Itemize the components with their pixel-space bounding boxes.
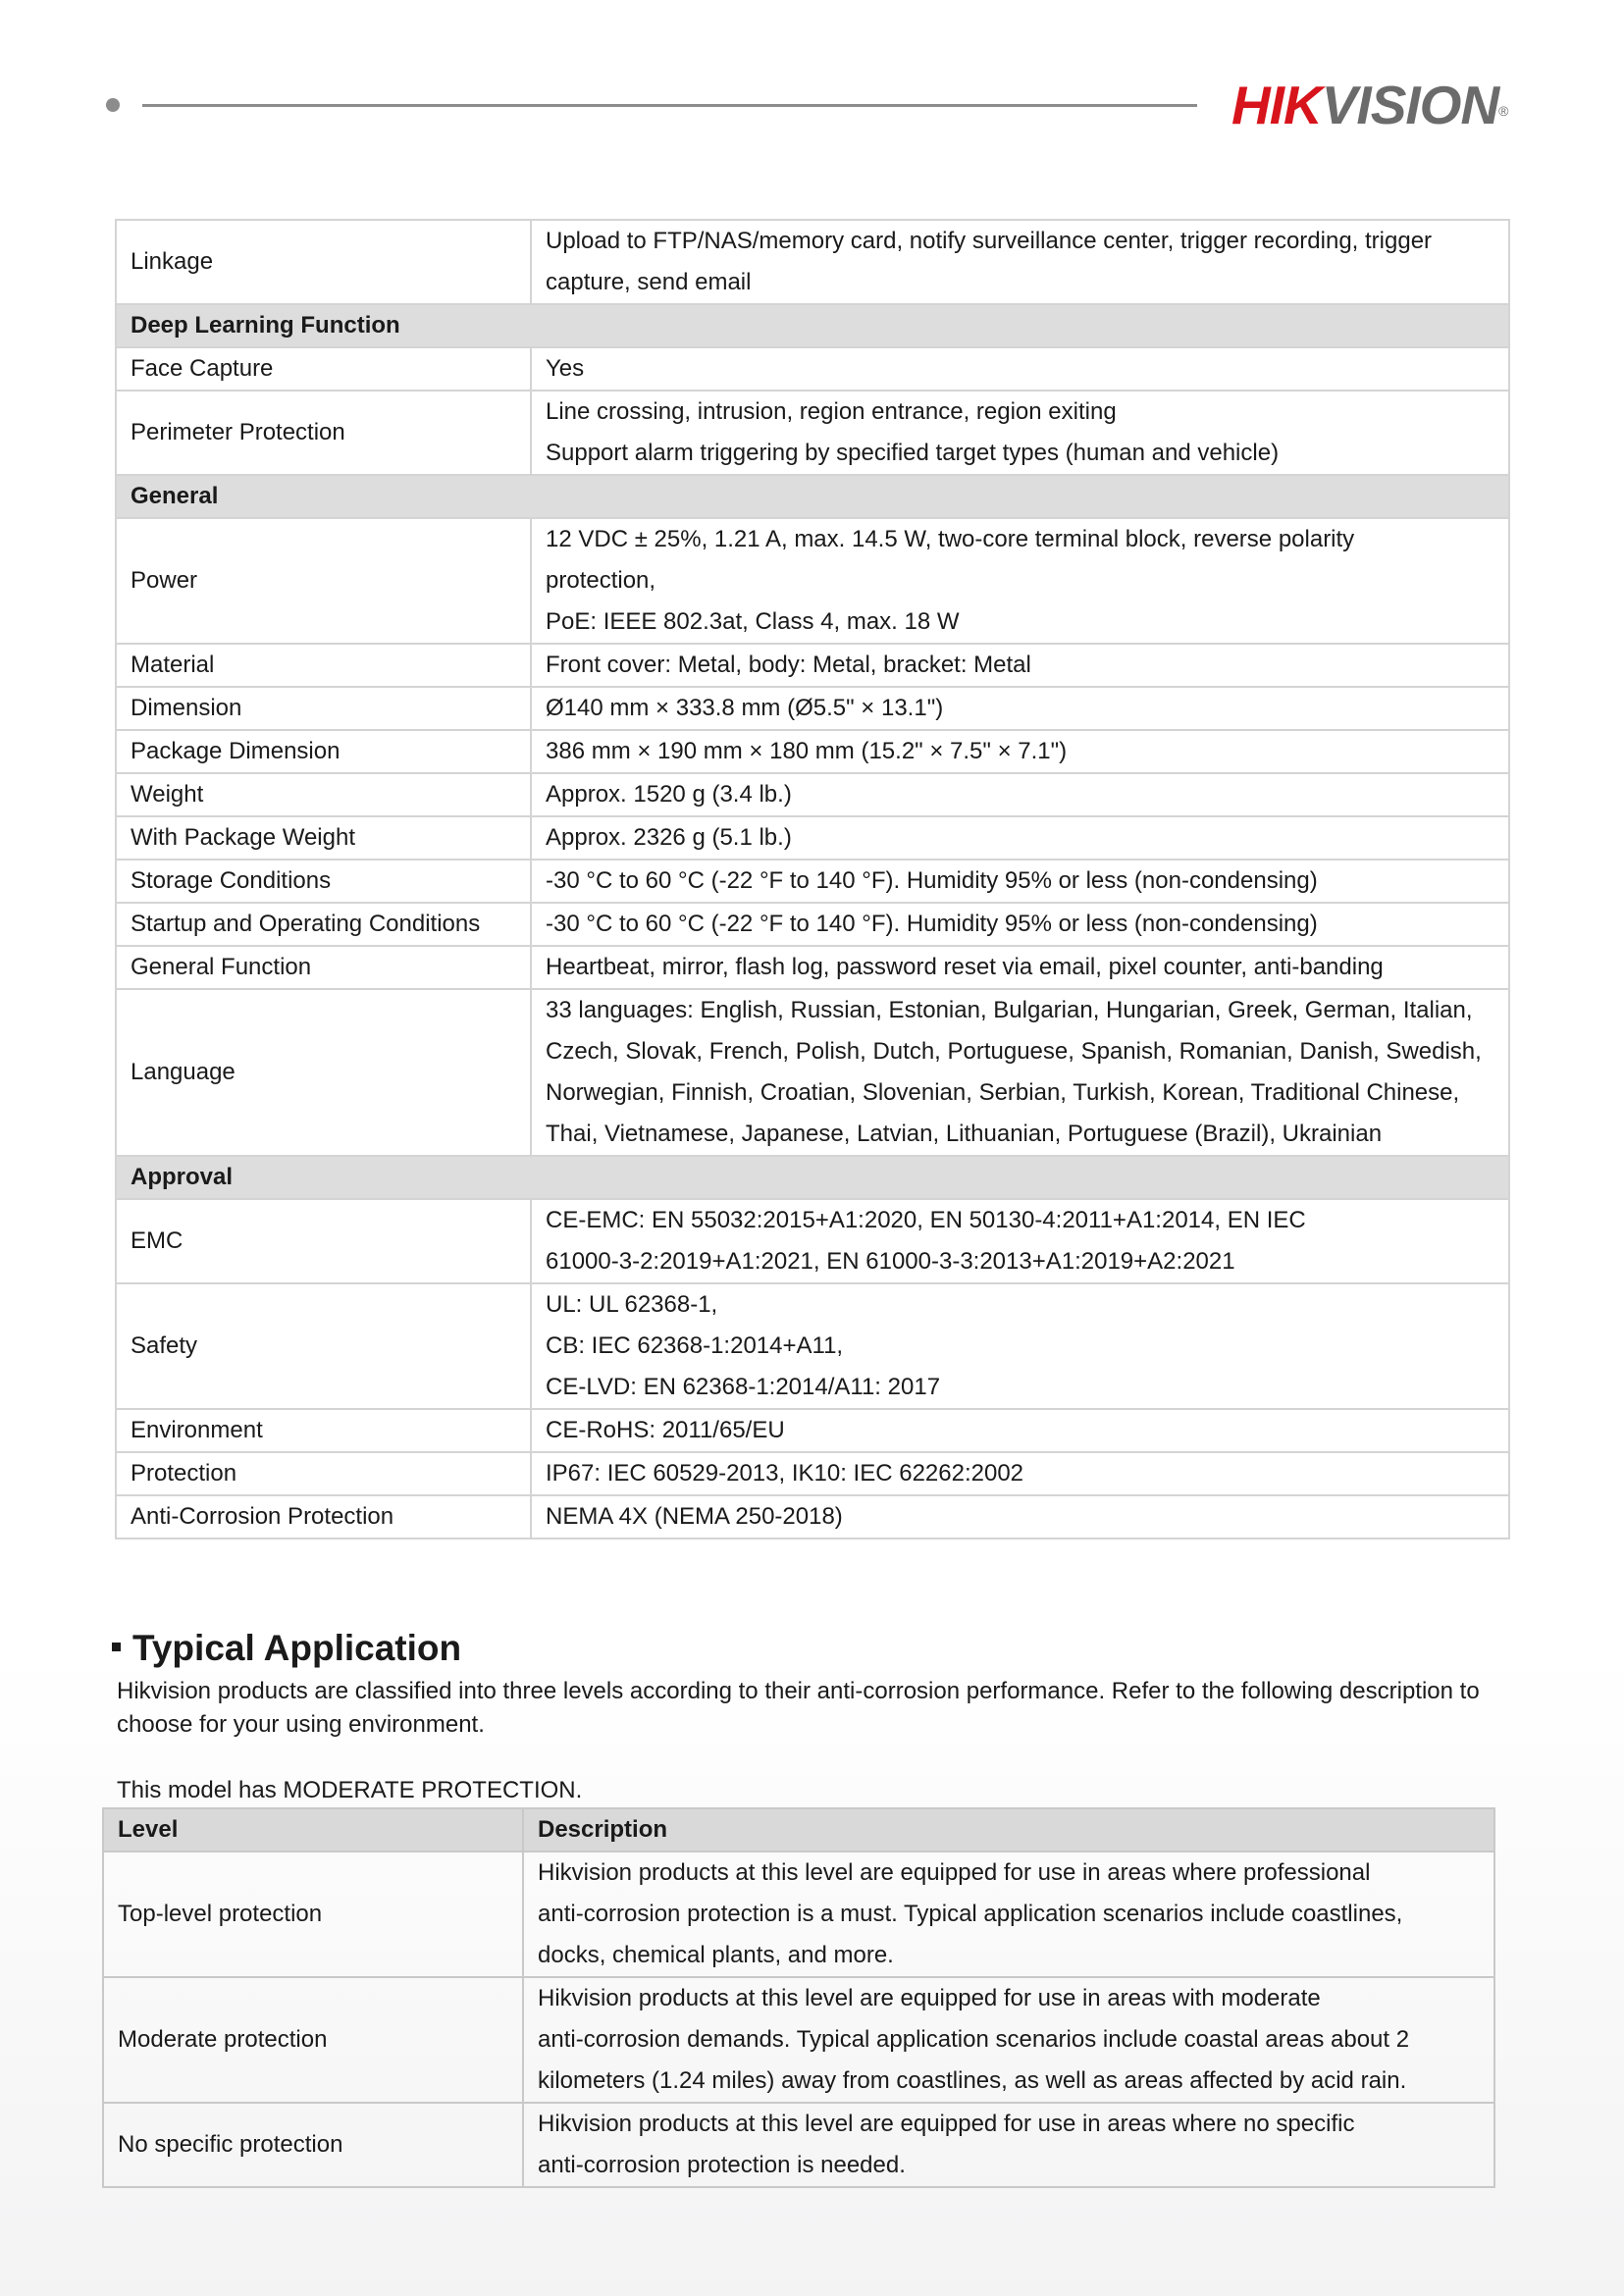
spec-value-line: 12 VDC ± 25%, 1.21 A, max. 14.5 W, two-core terminal block, reverse polarity bbox=[546, 526, 1355, 552]
spec-value-line: NEMA 4X (NEMA 250-2018) bbox=[546, 1503, 843, 1530]
description-cell bbox=[523, 1852, 1494, 1977]
description-line: Hikvision products at this level are equipped for use in areas where no specific bbox=[538, 2111, 1355, 2137]
spec-row bbox=[116, 220, 1509, 304]
description-line: anti-corrosion protection is needed. bbox=[538, 2152, 906, 2178]
trademark-mark: ® bbox=[1498, 103, 1508, 119]
section-label: Deep Learning Function bbox=[116, 304, 1509, 347]
spec-row bbox=[116, 989, 1509, 1156]
level-cell: Moderate protection bbox=[103, 1977, 523, 2103]
description-header: Description bbox=[523, 1808, 1494, 1852]
description-line: kilometers (1.24 miles) away from coastlines, as well as areas affected by acid rain. bbox=[538, 2067, 1407, 2094]
spec-key: Startup and Operating Conditions bbox=[116, 903, 531, 946]
spec-value-line: -30 °C to 60 °C (-22 °F to 140 °F). Humidity 95% or less (non-condensing) bbox=[546, 867, 1318, 894]
section-row bbox=[116, 304, 1509, 347]
spec-key: Dimension bbox=[116, 687, 531, 730]
spec-value-line: CE-RoHS: 2011/65/EU bbox=[546, 1417, 785, 1443]
level-header: Level bbox=[103, 1808, 523, 1852]
specification-table bbox=[115, 219, 1510, 1539]
spec-row bbox=[116, 1283, 1509, 1409]
spec-value-line: CB: IEC 62368-1:2014+A11, bbox=[546, 1332, 844, 1359]
spec-value bbox=[531, 644, 1509, 687]
logo-red-text: HIK bbox=[1231, 75, 1322, 135]
header-dot bbox=[106, 98, 120, 112]
typical-application-heading bbox=[112, 1621, 461, 1676]
hikvision-logo bbox=[1231, 77, 1508, 133]
spec-value-line: Heartbeat, mirror, flash log, password reset via email, pixel counter, anti-banding bbox=[546, 954, 1384, 980]
spec-row bbox=[116, 687, 1509, 730]
spec-key: With Package Weight bbox=[116, 816, 531, 860]
spec-key: EMC bbox=[116, 1199, 531, 1283]
description-line: Hikvision products at this level are equipped for use in areas with moderate bbox=[538, 1985, 1321, 2011]
spec-row bbox=[116, 1495, 1509, 1539]
section-title-text: Typical Application bbox=[132, 1628, 462, 1668]
section-row bbox=[116, 475, 1509, 518]
spec-value-line: CE-EMC: EN 55032:2015+A1:2020, EN 50130-4:2011+A1:2014, EN IEC bbox=[546, 1207, 1306, 1233]
spec-key: Power bbox=[116, 518, 531, 644]
spec-value-line: -30 °C to 60 °C (-22 °F to 140 °F). Humidity 95% or less (non-condensing) bbox=[546, 911, 1318, 937]
spec-value bbox=[531, 1199, 1509, 1283]
spec-value-line: Yes bbox=[546, 355, 585, 382]
spec-value-line: Approx. 2326 g (5.1 lb.) bbox=[546, 824, 792, 851]
level-cell: Top-level protection bbox=[103, 1852, 523, 1977]
spec-key: Environment bbox=[116, 1409, 531, 1452]
spec-key: General Function bbox=[116, 946, 531, 989]
spec-value-line: 386 mm × 190 mm × 180 mm (15.2" × 7.5" × 7.1") bbox=[546, 738, 1068, 764]
spec-value-line: PoE: IEEE 802.3at, Class 4, max. 18 W bbox=[546, 608, 960, 635]
protection-level-table bbox=[102, 1807, 1495, 2188]
spec-value-line: capture, send email bbox=[546, 269, 752, 295]
spec-value-line: Czech, Slovak, French, Polish, Dutch, Portuguese, Spanish, Romanian, Danish, Swedish, bbox=[546, 1038, 1482, 1065]
table-header-row bbox=[103, 1808, 1494, 1852]
spec-value bbox=[531, 730, 1509, 773]
spec-value-line: IP67: IEC 60529-2013, IK10: IEC 62262:2002 bbox=[546, 1460, 1024, 1487]
spec-row bbox=[116, 773, 1509, 816]
spec-row bbox=[116, 860, 1509, 903]
spec-key: Language bbox=[116, 989, 531, 1156]
table-row bbox=[103, 1852, 1494, 1977]
spec-value bbox=[531, 1452, 1509, 1495]
description-cell bbox=[523, 2103, 1494, 2187]
spec-value-line: UL: UL 62368-1, bbox=[546, 1291, 718, 1318]
section-label: Approval bbox=[116, 1156, 1509, 1199]
spec-row bbox=[116, 391, 1509, 475]
section-row bbox=[116, 1156, 1509, 1199]
spec-value bbox=[531, 903, 1509, 946]
table-row bbox=[103, 2103, 1494, 2187]
header-rule bbox=[142, 104, 1197, 107]
spec-value bbox=[531, 816, 1509, 860]
description-line: anti-corrosion protection is a must. Typical application scenarios include coastlines, bbox=[538, 1901, 1403, 1927]
intro-paragraph: Hikvision products are classified into three levels according to their anti-corrosion performance. Refer to the following description to choose for your using environment. bbox=[117, 1678, 1480, 1738]
spec-value bbox=[531, 860, 1509, 903]
spec-value bbox=[531, 518, 1509, 644]
spec-value-line: Approx. 1520 g (3.4 lb.) bbox=[546, 781, 792, 808]
description-line: Hikvision products at this level are equipped for use in areas where professional bbox=[538, 1859, 1371, 1886]
spec-row bbox=[116, 946, 1509, 989]
spec-row bbox=[116, 903, 1509, 946]
spec-key: Package Dimension bbox=[116, 730, 531, 773]
level-cell: No specific protection bbox=[103, 2103, 523, 2187]
spec-key: Safety bbox=[116, 1283, 531, 1409]
spec-row bbox=[116, 518, 1509, 644]
description-line: anti-corrosion demands. Typical application scenarios include coastal areas about 2 bbox=[538, 2026, 1410, 2053]
spec-value-line: 61000-3-2:2019+A1:2021, EN 61000-3-3:2013+A1:2019+A2:2021 bbox=[546, 1248, 1235, 1275]
spec-row bbox=[116, 347, 1509, 391]
spec-value-line: 33 languages: English, Russian, Estonian, Bulgarian, Hungarian, Greek, German, Italian, bbox=[546, 997, 1473, 1023]
table-row bbox=[103, 1977, 1494, 2103]
spec-value-line: Line crossing, intrusion, region entrance, region exiting bbox=[546, 398, 1117, 425]
spec-value bbox=[531, 1283, 1509, 1409]
spec-value bbox=[531, 989, 1509, 1156]
model-protection-note: This model has MODERATE PROTECTION. bbox=[117, 1777, 583, 1803]
spec-row bbox=[116, 644, 1509, 687]
section-label: General bbox=[116, 475, 1509, 518]
spec-value bbox=[531, 220, 1509, 304]
bullet-icon bbox=[112, 1643, 121, 1651]
description-cell bbox=[523, 1977, 1494, 2103]
spec-value bbox=[531, 687, 1509, 730]
spec-row bbox=[116, 816, 1509, 860]
spec-key: Storage Conditions bbox=[116, 860, 531, 903]
spec-key: Face Capture bbox=[116, 347, 531, 391]
spec-key: Protection bbox=[116, 1452, 531, 1495]
spec-value bbox=[531, 946, 1509, 989]
spec-value bbox=[531, 1495, 1509, 1539]
spec-value-line: Support alarm triggering by specified target types (human and vehicle) bbox=[546, 440, 1280, 466]
description-line: docks, chemical plants, and more. bbox=[538, 1942, 894, 1968]
spec-value-line: Ø140 mm × 333.8 mm (Ø5.5" × 13.1") bbox=[546, 695, 944, 721]
spec-key: Anti-Corrosion Protection bbox=[116, 1495, 531, 1539]
spec-value-line: protection, bbox=[546, 567, 656, 594]
spec-value bbox=[531, 347, 1509, 391]
spec-row bbox=[116, 730, 1509, 773]
spec-value bbox=[531, 391, 1509, 475]
spec-key: Linkage bbox=[116, 220, 531, 304]
spec-key: Weight bbox=[116, 773, 531, 816]
spec-value-line: Upload to FTP/NAS/memory card, notify surveillance center, trigger recording, trigger bbox=[546, 228, 1433, 254]
spec-value-line: Norwegian, Finnish, Croatian, Slovenian, Serbian, Turkish, Korean, Traditional Chinese, bbox=[546, 1079, 1460, 1106]
spec-value-line: Thai, Vietnamese, Japanese, Latvian, Lithuanian, Portuguese (Brazil), Ukrainian bbox=[546, 1121, 1383, 1147]
spec-row bbox=[116, 1409, 1509, 1452]
spec-value-line: Front cover: Metal, body: Metal, bracket: Metal bbox=[546, 652, 1031, 678]
spec-value bbox=[531, 1409, 1509, 1452]
spec-key: Perimeter Protection bbox=[116, 391, 531, 475]
spec-key: Material bbox=[116, 644, 531, 687]
logo-gray-text: VISION bbox=[1321, 75, 1499, 135]
spec-value bbox=[531, 773, 1509, 816]
spec-row bbox=[116, 1199, 1509, 1283]
spec-row bbox=[116, 1452, 1509, 1495]
spec-value-line: CE-LVD: EN 62368-1:2014/A11: 2017 bbox=[546, 1374, 941, 1400]
